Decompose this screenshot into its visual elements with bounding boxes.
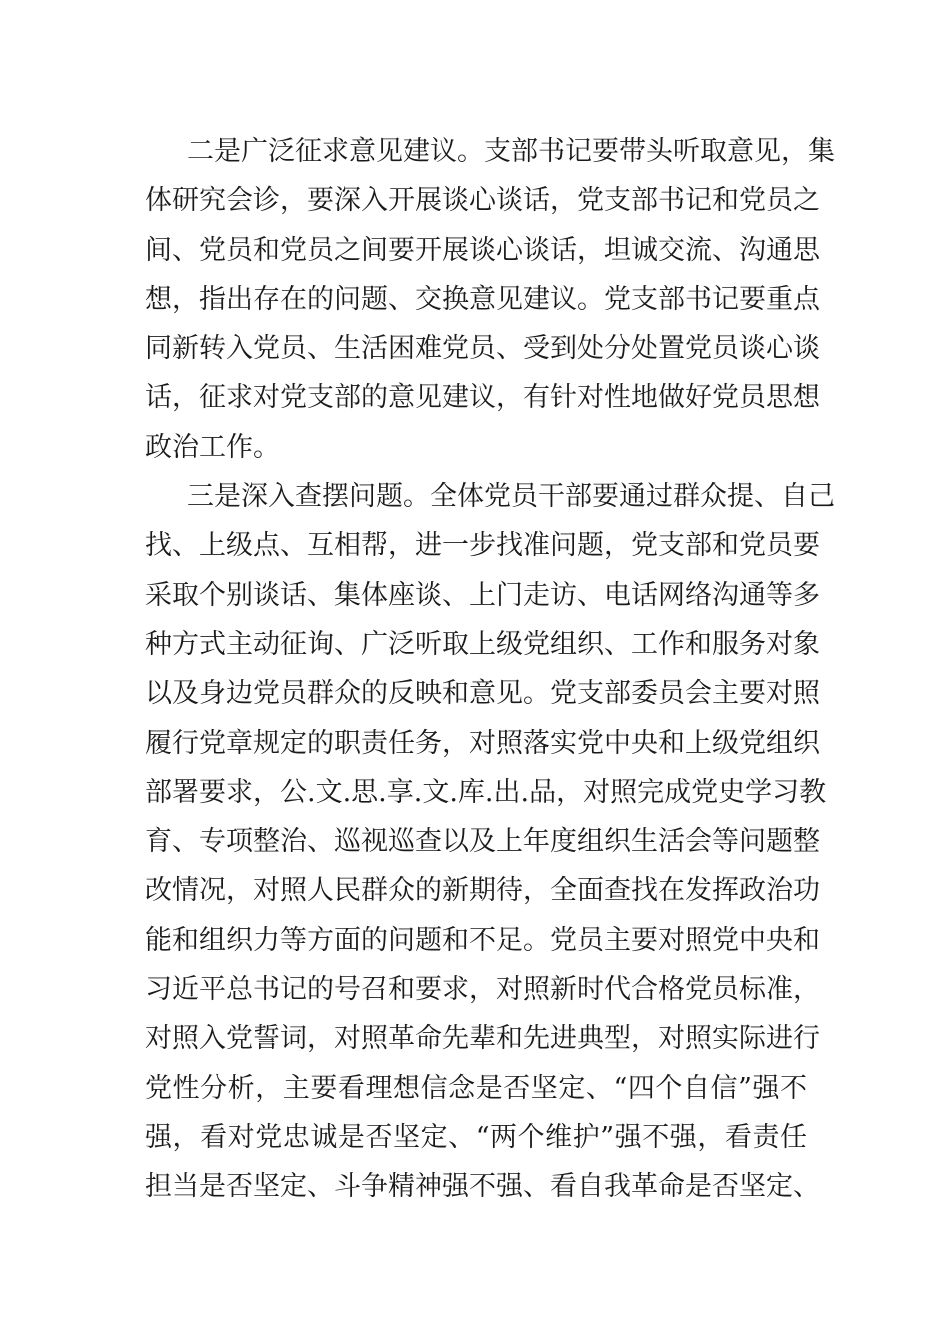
text-line: 想，指出存在的问题、交换意见建议。党支部书记要重点 [145, 283, 820, 315]
text-line: 部署要求，公.文.思.享.文.库.出.品，对照完成党史学习教 [145, 776, 827, 808]
document-body [145, 127, 835, 1261]
text-line: 间、党员和党员之间要开展谈心谈话，坦诚交流、沟通思 [145, 234, 820, 266]
text-line: 三是深入查摆问题。全体党员干部要通过群众提、自己 [187, 481, 835, 513]
text-line: 二是广泛征求意见建议。支部书记要带头听取意见，集 [187, 136, 835, 167]
text-line: 能和组织力等方面的问题和不足。党员主要对照党中央和 [145, 924, 820, 956]
text-line: 对照入党誓词，对照革命先辈和先进典型，对照实际进行 [145, 1023, 820, 1055]
text-line: 体研究会诊，要深入开展谈心谈话，党支部书记和党员之 [145, 185, 820, 217]
text-line: 以及身边党员群众的反映和意见。党支部委员会主要对照 [145, 678, 820, 710]
text-line: 党性分析，主要看理想信念是否坚定、“四个自信”强不 [145, 1072, 807, 1104]
text-line: 话，征求对党支部的意见建议，有针对性地做好党员思想 [145, 382, 820, 414]
text-line: 同新转入党员、生活困难党员、受到处分处置党员谈心谈 [145, 333, 820, 365]
text-line [145, 1212, 807, 1261]
paragraph-3 [145, 472, 835, 1261]
text-line: 采取个别谈话、集体座谈、上门走访、电话网络沟通等多 [145, 579, 820, 611]
text-line: 育、专项整治、巡视巡查以及上年度组织生活会等问题整 [145, 826, 820, 858]
text-line: 种方式主动征询、广泛听取上级党组织、工作和服务对象 [145, 628, 820, 660]
text-line: 习近平总书记的号召和要求，对照新时代合格党员标准， [145, 974, 820, 1006]
text-line: 找、上级点、互相帮，进一步找准问题，党支部和党员要 [145, 530, 820, 562]
text-line: 履行党章规定的职责任务，对照落实党中央和上级党组织 [145, 727, 820, 759]
text-line: 强，看对党忠诚是否坚定、“两个维护”强不强，看责任 [145, 1121, 807, 1153]
text-line: 政治工作。 [145, 431, 280, 463]
text-line: 担当是否坚定、斗争精神强不强、看自我革命是否坚定、 [145, 1171, 820, 1203]
text-line: 改情况，对照人民群众的新期待，全面查找在发挥政治功 [145, 875, 820, 907]
paragraph-2 [145, 127, 835, 472]
